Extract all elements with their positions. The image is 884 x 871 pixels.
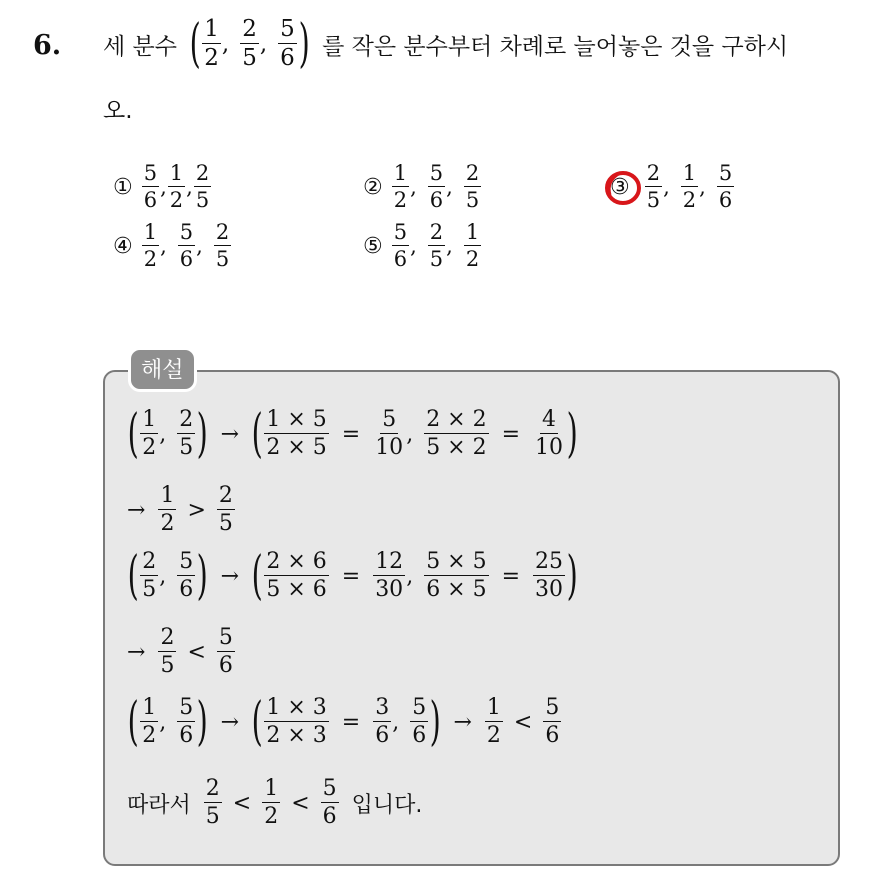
choice-marker: ⑤ xyxy=(363,233,383,259)
question-line-1: 세 분수 ( $\frac{1}{2}$ , $\frac{2}{5}$ , $\frac{5}{6}$ ) 를 작은 분수부터 차례로 늘어놓은 것을 구하시 xyxy=(103,14,789,74)
question-line-2: 오. xyxy=(103,98,133,124)
choice-marker: ④ xyxy=(113,233,133,259)
explanation-conclusion: 따라서 $\frac{2}{5}$ < $\frac{1}{2}$ < $\frac{5}{6}$ 입니다. xyxy=(127,776,423,829)
question-fraction: $\frac{5}{6}$ xyxy=(280,16,295,71)
explanation-label: 해설 xyxy=(128,347,197,392)
red-circle-mark-icon xyxy=(602,167,644,209)
right-paren: ) xyxy=(298,14,310,74)
question-fraction: $\frac{1}{2}$ xyxy=(204,16,219,71)
answer-mark xyxy=(610,175,638,200)
choice-marker: ② xyxy=(363,174,383,200)
choice-2[interactable]: ② $\frac{1}{2}$ , $\frac{5}{6}$ , $\frac{2}{5}$ xyxy=(363,161,480,212)
explanation-line-2: → $\frac{1}{2}$ > $\frac{2}{5}$ xyxy=(127,483,233,536)
question-text-before: 세 분수 xyxy=(103,33,177,60)
choice-3[interactable]: ③ $\frac{2}{5}$ , $\frac{1}{2}$ , $\frac{5}{6}$ xyxy=(610,163,735,211)
left-paren: ( xyxy=(189,14,201,74)
question-fraction: $\frac{2}{5}$ xyxy=(242,16,257,71)
choice-marker: ③ xyxy=(610,174,630,200)
explanation-line-4: → $\frac{2}{5}$ < $\frac{5}{6}$ xyxy=(127,625,233,678)
choice-5[interactable]: ⑤ $\frac{5}{6}$ , $\frac{2}{5}$ , $\frac{1}{2}$ xyxy=(363,220,480,271)
explanation-line-3: ( $\frac{2}{5}$ , $\frac{5}{6}$ ) → ( $\frac{2 \times 6}{5 \times 6}$ = $\frac{12}{30}$ , $\frac{5 \times 5}{6 \times 5}$ = $\frac{25}{30}$ ) xyxy=(127,546,578,606)
explanation-line-5: ( $\frac{1}{2}$ , $\frac{5}{6}$ ) → ( $\frac{1 \times 3}{2 \times 3}$ = $\frac{3}{6}$ , $\frac{5}{6}$ ) → $\frac{1}{2}$ < $\frac{5}{6}$ xyxy=(127,692,560,752)
question-text-after: 를 작은 분수부터 차례로 늘어놓은 것을 구하시 xyxy=(322,33,789,60)
choice-1[interactable]: ① $\frac{5}{6}$ , $\frac{1}{2}$ , $\frac{2}{5}$ xyxy=(113,161,210,212)
explanation-line-1: ( $\frac{1}{2}$ , $\frac{2}{5}$ ) → ( $\frac{1 \times 5}{2 \times 5}$ = $\frac{5}{10}$ , $\frac{2 \times 2}{5 \times 2}$ = $\frac{4}{10}$ ) xyxy=(127,404,578,464)
choice-4[interactable]: ④ $\frac{1}{2}$ , $\frac{5}{6}$ , $\frac{2}{5}$ xyxy=(113,220,230,271)
choice-marker: ① xyxy=(113,174,133,200)
question-number: 6. xyxy=(33,30,62,61)
